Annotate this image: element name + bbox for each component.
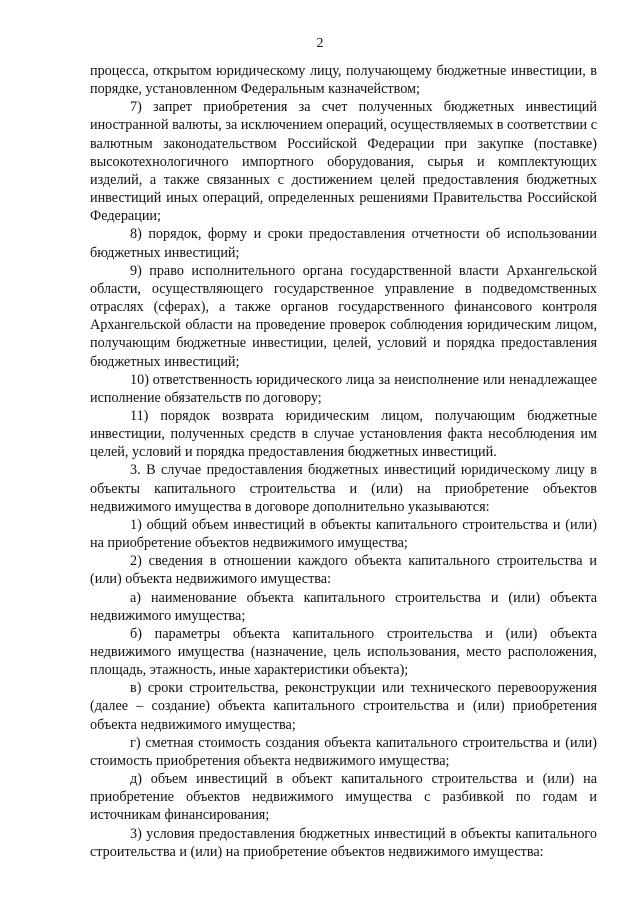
page-number: 2 (316, 36, 324, 51)
paragraph-sub-2a: а) наименование объекта капитального строительства и (или) объекта недвижимого имущества; (90, 589, 597, 624)
paragraph-sub-1: 1) общий объем инвестиций в объекты капитального строительства и (или) на приобретение объектов недвижимого имущества; (90, 516, 597, 552)
paragraph-item-10: 10) ответственность юридического лица за неисполнение или ненадлежащее исполнение обязательств по договору; (90, 371, 597, 406)
paragraph-continuation: процесса, открытом юридическому лицу, получающему бюджетные инвестиции, в порядке, установленном Федеральным казначейством; (90, 63, 597, 98)
paragraph-sub-2: 2) сведения в отношении каждого объекта капитального строительства и (или) объекта недвижимого имущества: (90, 553, 597, 588)
paragraph-item-9: 9) право исполнительного органа государственной власти Архангельской области, осуществляющего государственное управление в подведомственных отраслях (сферах), а также органов государственного финансового контроля Архангельской области на проведение проверок соблюдения юридическим лицом, получающим бюджетные инвестиции, целей, условий и порядка предоставления бюджетных инвестиций; (90, 262, 597, 370)
paragraph-item-11: 11) порядок возврата юридическим лицом, получающим бюджетные инвестиции, полученных средств в случае установления факта несоблюдения им целей, условий и порядка предоставления бюджетных инвестиций. (90, 407, 597, 461)
document-body (90, 62, 597, 861)
paragraph-sub-2g: г) сметная стоимость создания объекта капитального строительства и (или) стоимость приобретения объекта недвижимого имущества; (90, 734, 597, 769)
paragraph-sub-2d: д) объем инвестиций в объект капитального строительства и (или) на приобретение объектов недвижимого имущества с разбивкой по годам и источникам финансирования; (90, 771, 597, 824)
paragraph-item-8: 8) порядок, форму и сроки предоставления отчетности об использовании бюджетных инвестиций; (90, 226, 597, 261)
paragraph-section-3: 3. В случае предоставления бюджетных инвестиций юридическому лицу в объекты капитального строительства и (или) на приобретение объектов недвижимого имущества в договоре дополнительно указываются: (90, 462, 597, 515)
paragraph-sub-2b: б) параметры объекта капитального строительства и (или) объекта недвижимого имущества (назначение, цель использования, место расположения, площадь, этажность, иные характеристики объекта); (90, 625, 597, 679)
paragraph-item-7: 7) запрет приобретения за счет полученных бюджетных инвестиций иностранной валюты, за исключением операций, осуществляемых в соответствии с валютным законодательством Российской Федерации при закупке (поставке) высокотехнологичного импортного оборудования, сырья и комплектующих изделий, а также связанных с достижением целей предоставления бюджетных инвестиций иных операций, определенных решениями Правительства Российской Федерации; (90, 99, 597, 225)
paragraph-sub-2v: в) сроки строительства, реконструкции или технического перевооружения (далее – создание) объекта капитального строительства и (или) приобретения объекта недвижимого имущества; (90, 680, 597, 733)
paragraph-sub-3: 3) условия предоставления бюджетных инвестиций в объекты капитального строительства и (или) на приобретение объектов недвижимого имущества: (90, 825, 597, 860)
